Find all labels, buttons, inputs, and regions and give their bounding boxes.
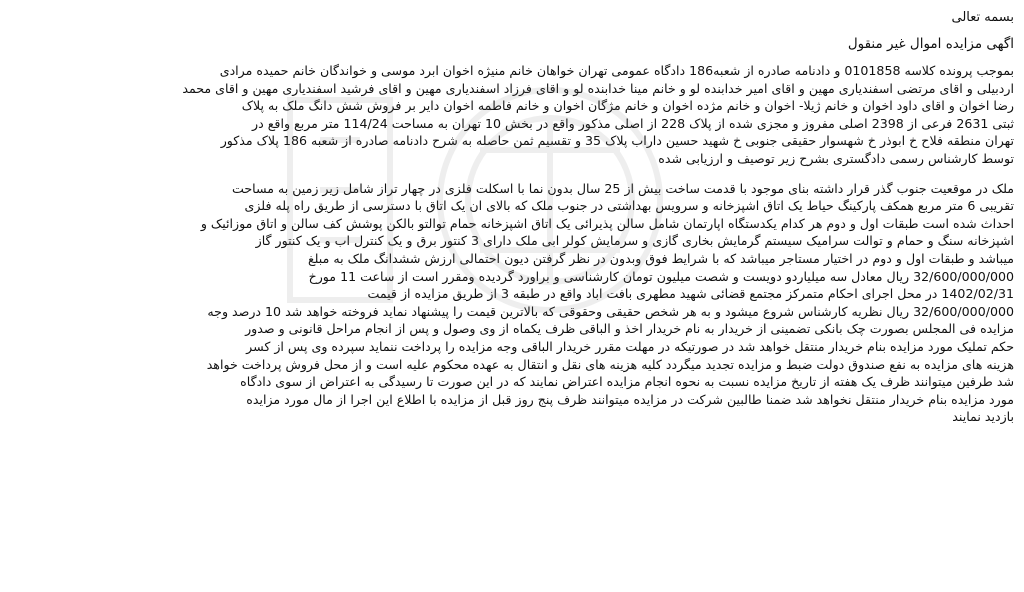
basmala: بسمه تعالی bbox=[951, 10, 1014, 25]
text-line: 32/600/000/000 ریال نظریه کارشناس شروع میشود و به هر شخص حقیقی وحقوقی که بالاترین قیمت را پیشنهاد نماید فروخته خواهد شد 10 درصد وجه bbox=[207, 303, 1014, 319]
text-line: اردبیلی و اقای مرتضی اسفندیاری مهین و اقای امیر خدابنده لو و خانم مینا خدابنده لو و اقای فرزاد اسفندیاری مهین و اقای فرشید اسفندیاری مهین و اقای محمد bbox=[182, 80, 1014, 96]
text-line: ثبتی 2631 فرعی از 2398 اصلی مفروز و مجزی شده از پلاک 228 از اصلی مذکور واقع در بخش 10 تهران به مساحت 114/24 متر مربع واقع در bbox=[252, 115, 1014, 131]
text-line: هزینه های مزایده به نفع صندوق دولت ضبط و مزایده تجدید میگردد کلیه هزینه های نقل و انتقال به عهده محکوم علیه است و از محل فروش پرداخت خواهد bbox=[206, 356, 1014, 372]
text-line: بازدید نمایند bbox=[952, 409, 1014, 425]
text-line: اشپزخانه سنگ و حمام و توالت سرامیک سیستم گرمایش بخاری گازی و سرمایش کولر ابی ملک دارای 3 کنتور برق و یک کنترل اب و یک کنتور گاز bbox=[255, 233, 1014, 249]
text-line: ملک در موقعیت جنوب گذر قرار داشته بنای موجود با قدمت ساخت بیش از 25 سال بدون نما با اسکلت فلزی در چهار تراز شامل زیر زمین به مساحت bbox=[231, 180, 1014, 196]
text-line: حکم تملیک مورد مزایده بنام خریدار منتقل خواهد شد در صورتیکه در مهلت مقرر خریدار الباقی وجه مزایده را پرداخت ننماید سپرده وی پس از کسر bbox=[246, 338, 1014, 354]
text-line: احداث شده است طبقات اول و دوم هر کدام یکدستگاه اپارتمان شامل سالن پذیرائی یک اتاق اشپزخانه حمام توالتو بالکن پوشش کف سالن و اتاق موزائیک و bbox=[200, 215, 1014, 231]
text-line: 32/600/000/000 ریال معادل سه میلیاردو دویست و شصت میلیون تومان کارشناسی و براورد گردیده ومقرر است از ساعت 11 مورخ bbox=[308, 268, 1014, 284]
text-line: میباشد و طبقات اول و دوم در اختیار مستاجر میباشد که با شرایط فوق وبدون در نظر گرفتن دیون احتمالی ارزش ششدانگ ملک به مبلغ bbox=[307, 250, 1014, 266]
text-line: بموجب پرونده کلاسه 0101858 و دادنامه صادره از شعبه186 دادگاه عمومی تهران خواهان خانم منیژه اخوان ابرد موسی و خواندگان خانم حمیده مرادی bbox=[219, 63, 1014, 78]
notice-title: اگهی مزایده اموال غیر منقول bbox=[847, 36, 1014, 52]
text-line: 1402/02/31 در محل اجرای احکام متمرکز مجتمع قضائی شهید مطهری بافت اباد واقع در طبقه 3 از طریق مزایده از قیمت bbox=[367, 286, 1014, 302]
text-line: شد طرفین میتوانند ظرف یک هفته از تاریخ مزایده نسبت به نحوه انجام مزایده اعتراض نمایند که در این صورت تا رسیدگی به اعتراض از سوی دادگاه bbox=[240, 374, 1014, 390]
paragraph-case-details bbox=[10, 62, 1014, 168]
text-line: رضا اخوان و اقای داود اخوان و خانم ژیلا- اخوان و خانم مژده اخوان و خانم مژگان اخوان و خانم فاطمه اخوان دایر بر فروش شش دانگ ملک به پلاک bbox=[241, 98, 1014, 114]
text-line: توسط کارشناس رسمی دادگستری بشرح زیر توصیف و ارزیابی شده bbox=[658, 150, 1014, 166]
text-line: مزایده فی المجلس بصورت چک بانکی تضمینی از خریدار به نام خریدار اخذ و الباقی ظرف یکماه از وی وصول و پس از انجام مراحل قانونی و صدور bbox=[245, 321, 1014, 337]
text-line: مورد مزایده بنام خریدار منتقل نخواهد شد ضمنا طالبین شرکت در مزایده میتوانند ظرف پنج روز قبل از مزایده با اطلاع این اجرا از مال مورد مزایده bbox=[246, 391, 1014, 407]
text-line: تقریبی 6 متر مربع همکف پارکینگ حیاط یک اتاق اشپزخانه و سرویس بهداشتی در جنوب ملک که بالای ان یک اتاق با دسترسی از طریق راه پله فلزی bbox=[244, 198, 1014, 214]
paragraph-property-description bbox=[10, 180, 1014, 426]
text-line: تهران منطقه فلاح خ ابوذر خ شهسوار حقیقی جنوبی خ شهید حسین داراب پلاک 35 و تقسیم ثمن حاصله به شرح دادنامه صادره از شعبه 186 پلاک مذکور bbox=[220, 133, 1014, 149]
